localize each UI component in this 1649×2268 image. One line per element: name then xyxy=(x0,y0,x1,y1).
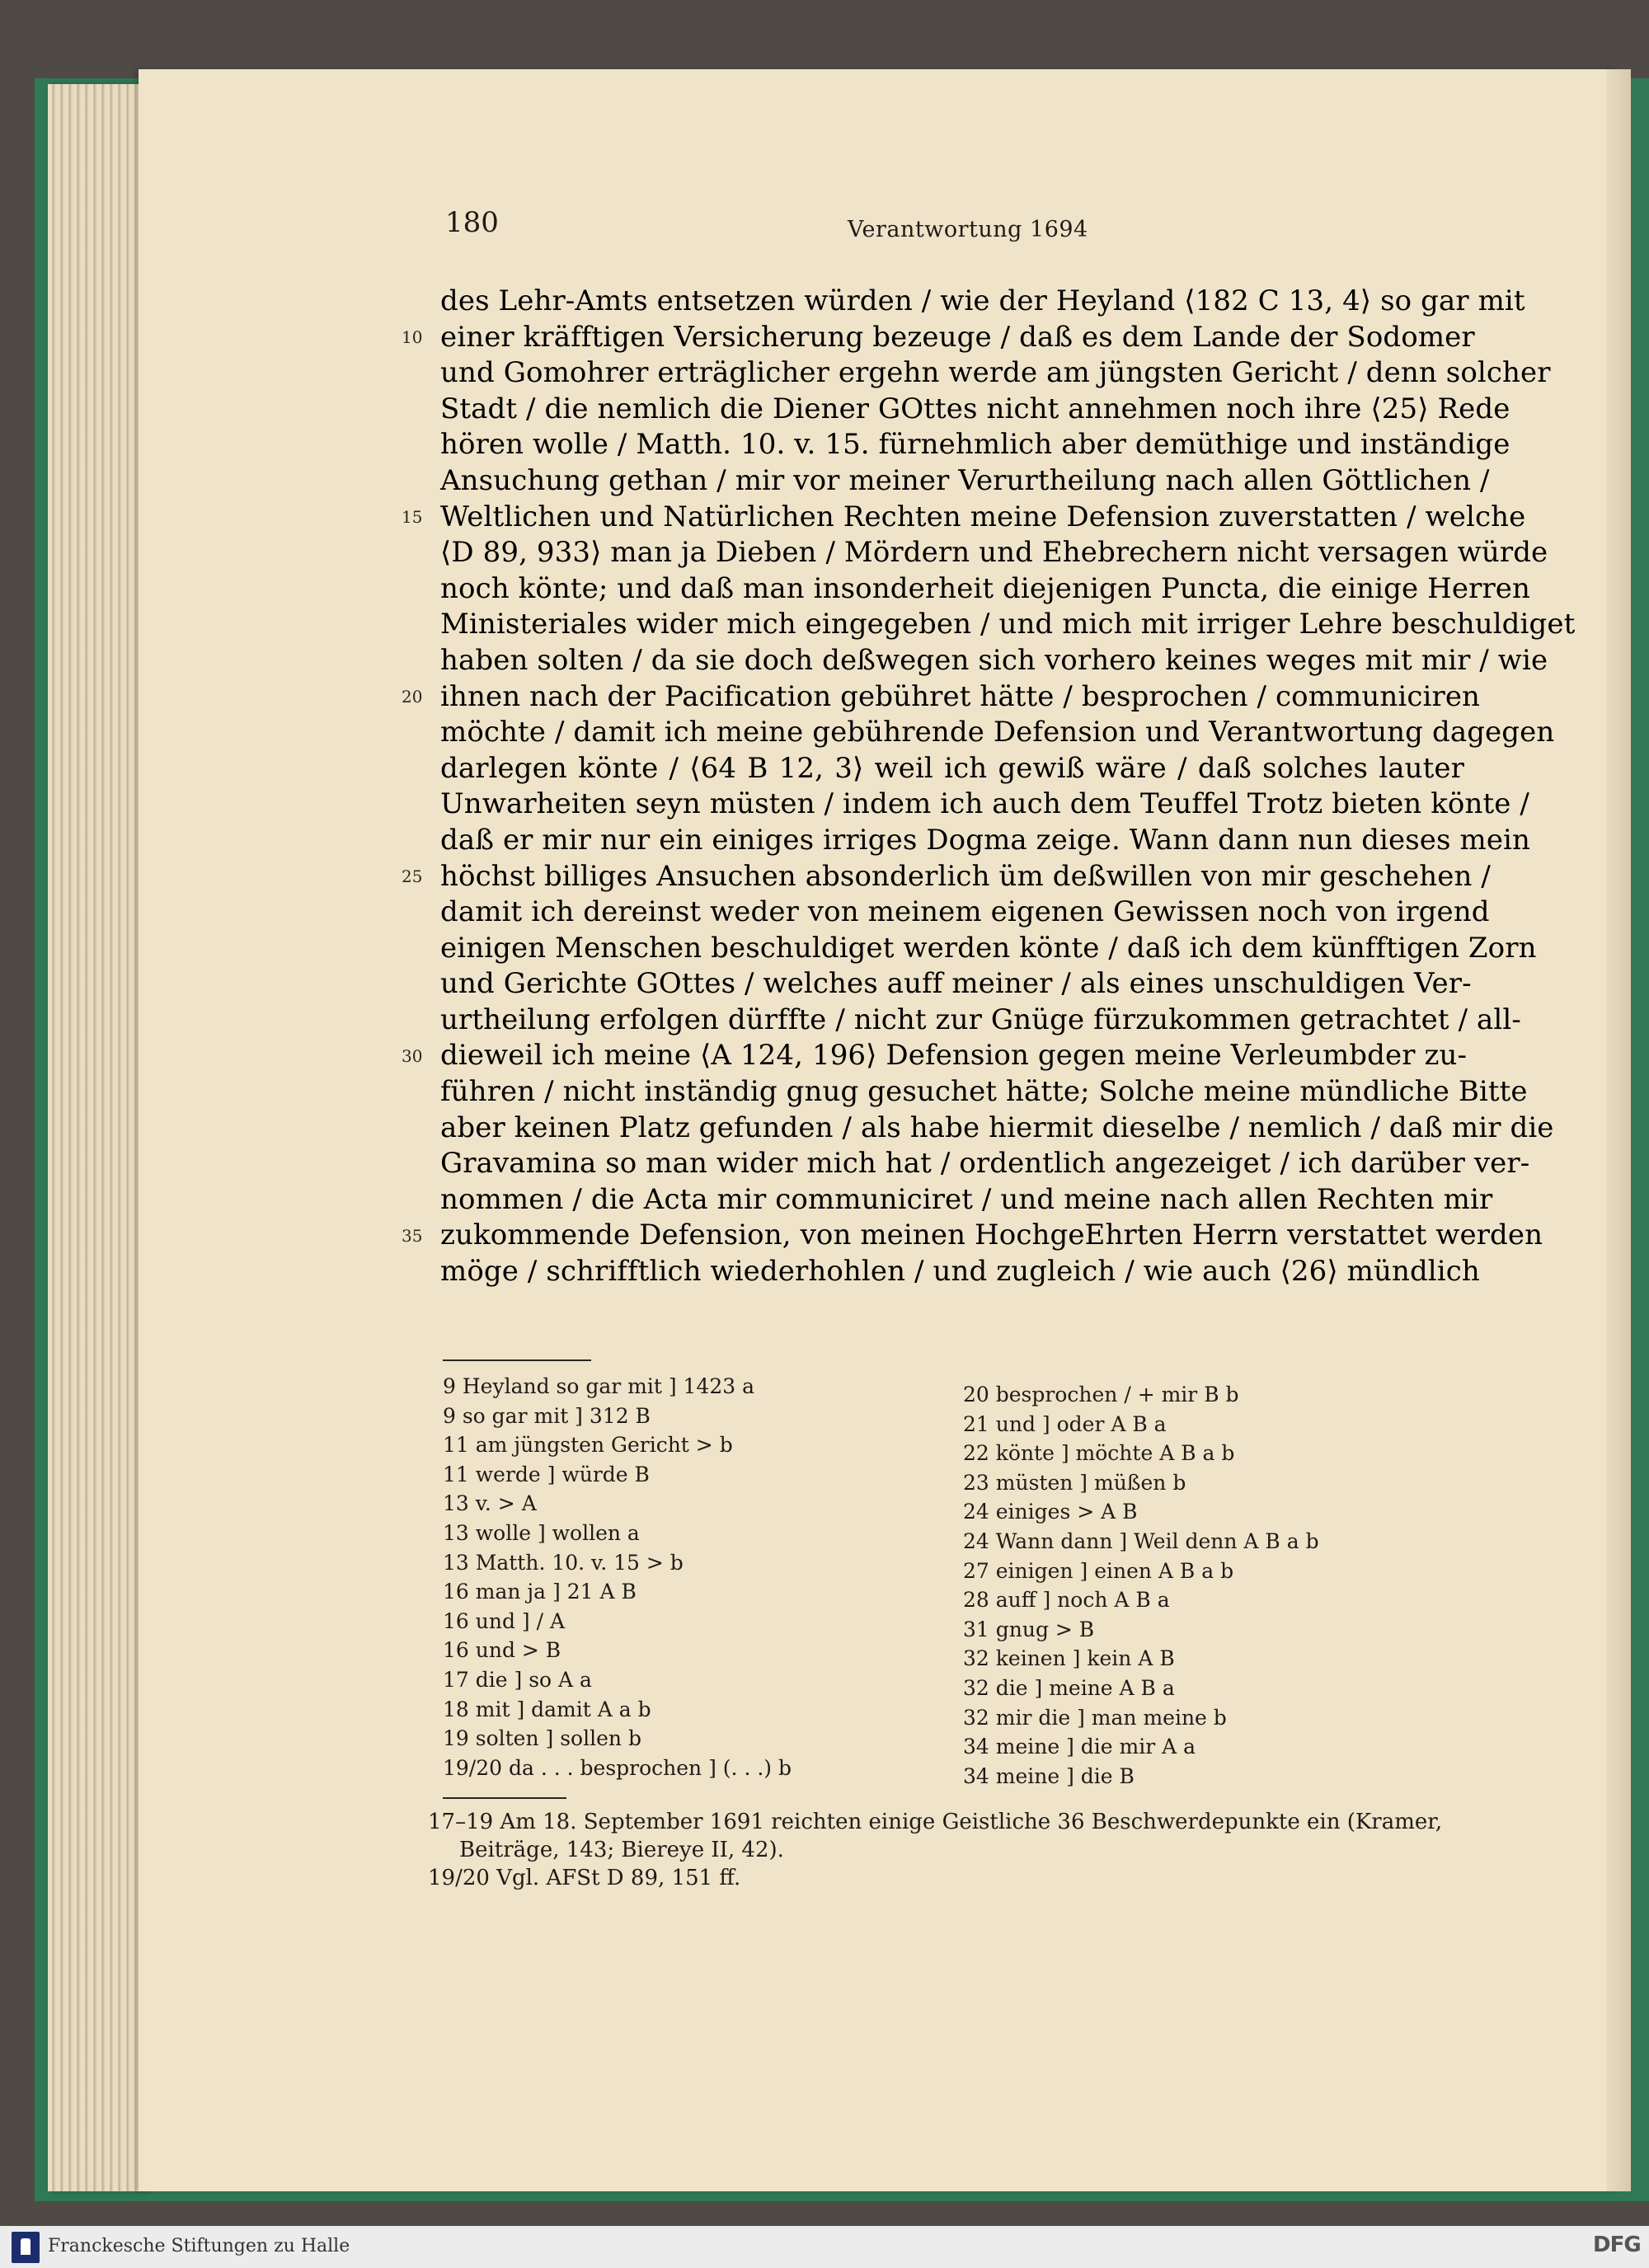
text-line: und Gerichte GOttes / welches auff meiner / als eines unschuldigen Ver- xyxy=(440,967,1472,1001)
apparatus-entry: 11 werde ] würde B xyxy=(443,1462,650,1486)
apparatus-entry: 27 einigen ] einen A B a b xyxy=(963,1558,1234,1583)
text-line: daß er mir nur ein einiges irriges Dogma zeige. Wann dann nun dieses mein xyxy=(440,823,1531,857)
page-edges xyxy=(48,84,147,2191)
line-number: 30 xyxy=(402,1046,423,1066)
text-line: noch könte; und daß man insonderheit diejenigen Puncta, die einige Herren xyxy=(440,571,1531,605)
text-line: Ministeriales wider mich eingegeben / und mich mit irriger Lehre beschuldiget xyxy=(440,608,1576,641)
apparatus-left-column xyxy=(443,1372,792,1782)
text-line: Ansuchung gethan / mir vor meiner Verurtheilung nach allen Göttlichen / xyxy=(440,463,1490,497)
apparatus-entry: 18 mit ] damit A a b xyxy=(443,1697,651,1721)
text-line: aber keinen Platz gefunden / als habe hiermit dieselbe / nemlich / daß mir die xyxy=(440,1111,1554,1144)
text-line: Unwarheiten seyn müsten / indem ich auch dem Teuffel Trotz bieten könte / xyxy=(440,787,1529,821)
apparatus-entry: 31 gnug > B xyxy=(963,1617,1095,1641)
text-line: dieweil ich meine ⟨A 124, 196⟩ Defension gegen meine Verleumbder zu- xyxy=(440,1039,1468,1073)
main-text xyxy=(440,284,1576,1290)
apparatus-entry: 34 meine ] die B xyxy=(963,1763,1135,1788)
apparatus-entry: 23 müsten ] müßen b xyxy=(963,1470,1186,1495)
apparatus-entry: 32 die ] meine A B a xyxy=(963,1675,1175,1700)
text-line: Stadt / die nemlich die Diener GOttes nicht annehmen noch ihre ⟨25⟩ Rede xyxy=(440,392,1510,425)
line-number: 35 xyxy=(402,1226,423,1246)
apparatus-entry: 16 man ja ] 21 A B xyxy=(443,1580,637,1604)
text-line: führen / nicht inständig gnug gesuchet hätte; Solche meine mündliche Bitte xyxy=(440,1075,1528,1109)
text-line: höchst billiges Ansuchen absonderlich üm deßwillen von mir geschehen / xyxy=(440,859,1491,893)
institution-logo-icon xyxy=(12,2232,40,2263)
text-line: haben solten / da sie doch deßwegen sich vorhero keines weges mit mir / wie xyxy=(440,643,1548,677)
text-line: Weltlichen und Natürlichen Rechten meine Defension zuverstatten / welche xyxy=(440,500,1526,533)
text-line: hören wolle / Matth. 10. v. 15. fürnehmlich aber demüthige und inständige xyxy=(440,428,1510,462)
notes-rule xyxy=(443,1797,566,1799)
apparatus-entry: 19/20 da . . . besprochen ] (. . .) b xyxy=(443,1755,792,1780)
apparatus-entry: 28 auff ] noch A B a xyxy=(963,1588,1170,1613)
text-line: zukommende Defension, von meinen HochgeEhrten Herrn verstattet werden xyxy=(440,1219,1543,1252)
note-text: 19/20 Vgl. AFSt D 89, 151 ff. xyxy=(428,1866,741,1890)
text-line: ⟨D 89, 933⟩ man ja Dieben / Mördern und Ehebrechern nicht versagen würde xyxy=(440,536,1548,570)
running-head: Verantwortung 1694 xyxy=(848,217,1088,242)
text-line: möge / schrifftlich wiederhohlen / und zugleich / wie auch ⟨26⟩ mündlich xyxy=(440,1255,1480,1289)
apparatus-entry: 24 Wann dann ] Weil denn A B a b xyxy=(963,1528,1319,1553)
text-line: darlegen könte / ⟨64 B 12, 3⟩ weil ich gewiß wäre / daß solches lauter xyxy=(440,751,1464,785)
apparatus-entry: 13 Matth. 10. v. 15 > b xyxy=(443,1550,684,1575)
text-line: und Gomohrer erträglicher ergehn werde am jüngsten Gericht / denn solcher xyxy=(440,356,1551,390)
explanatory-notes xyxy=(428,1808,1467,1892)
apparatus-entry: 32 mir die ] man meine b xyxy=(963,1705,1227,1730)
note-text: Beiträge, 143; Biereye II, 42). xyxy=(459,1838,784,1862)
apparatus-entry: 22 könte ] möchte A B a b xyxy=(963,1441,1235,1466)
text-line: nommen / die Acta mir communiciret / und meine nach allen Rechten mir xyxy=(440,1182,1493,1216)
line-number: 10 xyxy=(402,327,423,347)
line-number: 15 xyxy=(402,507,423,527)
apparatus-entry: 34 meine ] die mir A a xyxy=(963,1735,1196,1759)
note-text: 17–19 Am 18. September 1691 reichten einige Geistliche 36 Beschwerdepunkte ein (Kramer, xyxy=(428,1810,1443,1834)
line-number: 20 xyxy=(402,687,423,707)
apparatus-entry: 13 wolle ] wollen a xyxy=(443,1520,640,1545)
text-line: einigen Menschen beschuldiget werden könte / daß ich dem künfftigen Zorn xyxy=(440,931,1537,965)
text-line: des Lehr-Amts entsetzen würden / wie der Heyland ⟨182 C 13, 4⟩ so gar mit xyxy=(440,284,1525,317)
line-number: 25 xyxy=(402,866,423,886)
text-line: urtheilung erfolgen dürffte / nicht zur Gnüge fürzukommen getrachtet / all- xyxy=(440,1003,1521,1036)
apparatus-entry: 11 am jüngsten Gericht > b xyxy=(443,1433,733,1458)
text-line: ihnen nach der Pacification gebühret hätte / besprochen / communiciren xyxy=(440,679,1481,713)
apparatus-entry: 17 die ] so A a xyxy=(443,1667,592,1692)
apparatus-entry: 32 keinen ] kein A B xyxy=(963,1646,1175,1671)
apparatus-rule xyxy=(443,1359,591,1361)
page-right-edge xyxy=(1606,69,1631,2191)
apparatus-entry: 13 v. > A xyxy=(443,1491,537,1516)
apparatus-entry: 9 Heyland so gar mit ] 1423 a xyxy=(443,1374,755,1398)
text-line: möchte / damit ich meine gebührende Defension und Verantwortung dagegen xyxy=(440,716,1555,749)
apparatus-entry: 21 und ] oder A B a xyxy=(963,1411,1167,1436)
apparatus-entry: 24 einiges > A B xyxy=(963,1500,1138,1524)
apparatus-entry: 16 und > B xyxy=(443,1638,561,1663)
apparatus-entry: 16 und ] / A xyxy=(443,1608,566,1633)
dfg-logo: DFG xyxy=(1593,2233,1641,2257)
text-line: damit ich dereinst weder von meinem eigenen Gewissen noch von irgend xyxy=(440,895,1490,929)
text-line: Gravamina so man wider mich hat / ordentlich angezeiget / ich darüber ver- xyxy=(440,1147,1530,1181)
apparatus-right-column xyxy=(963,1380,1319,1791)
text-line: einer kräfftigen Versicherung bezeuge / daß es dem Lande der Sodomer xyxy=(440,320,1475,354)
apparatus-entry: 9 so gar mit ] 312 B xyxy=(443,1403,651,1428)
footer-institution: Franckesche Stiftungen zu Halle xyxy=(48,2236,350,2256)
page-number: 180 xyxy=(445,206,499,239)
apparatus-entry: 19 solten ] sollen b xyxy=(443,1726,641,1751)
apparatus-entry: 20 besprochen / + mir B b xyxy=(963,1383,1239,1406)
